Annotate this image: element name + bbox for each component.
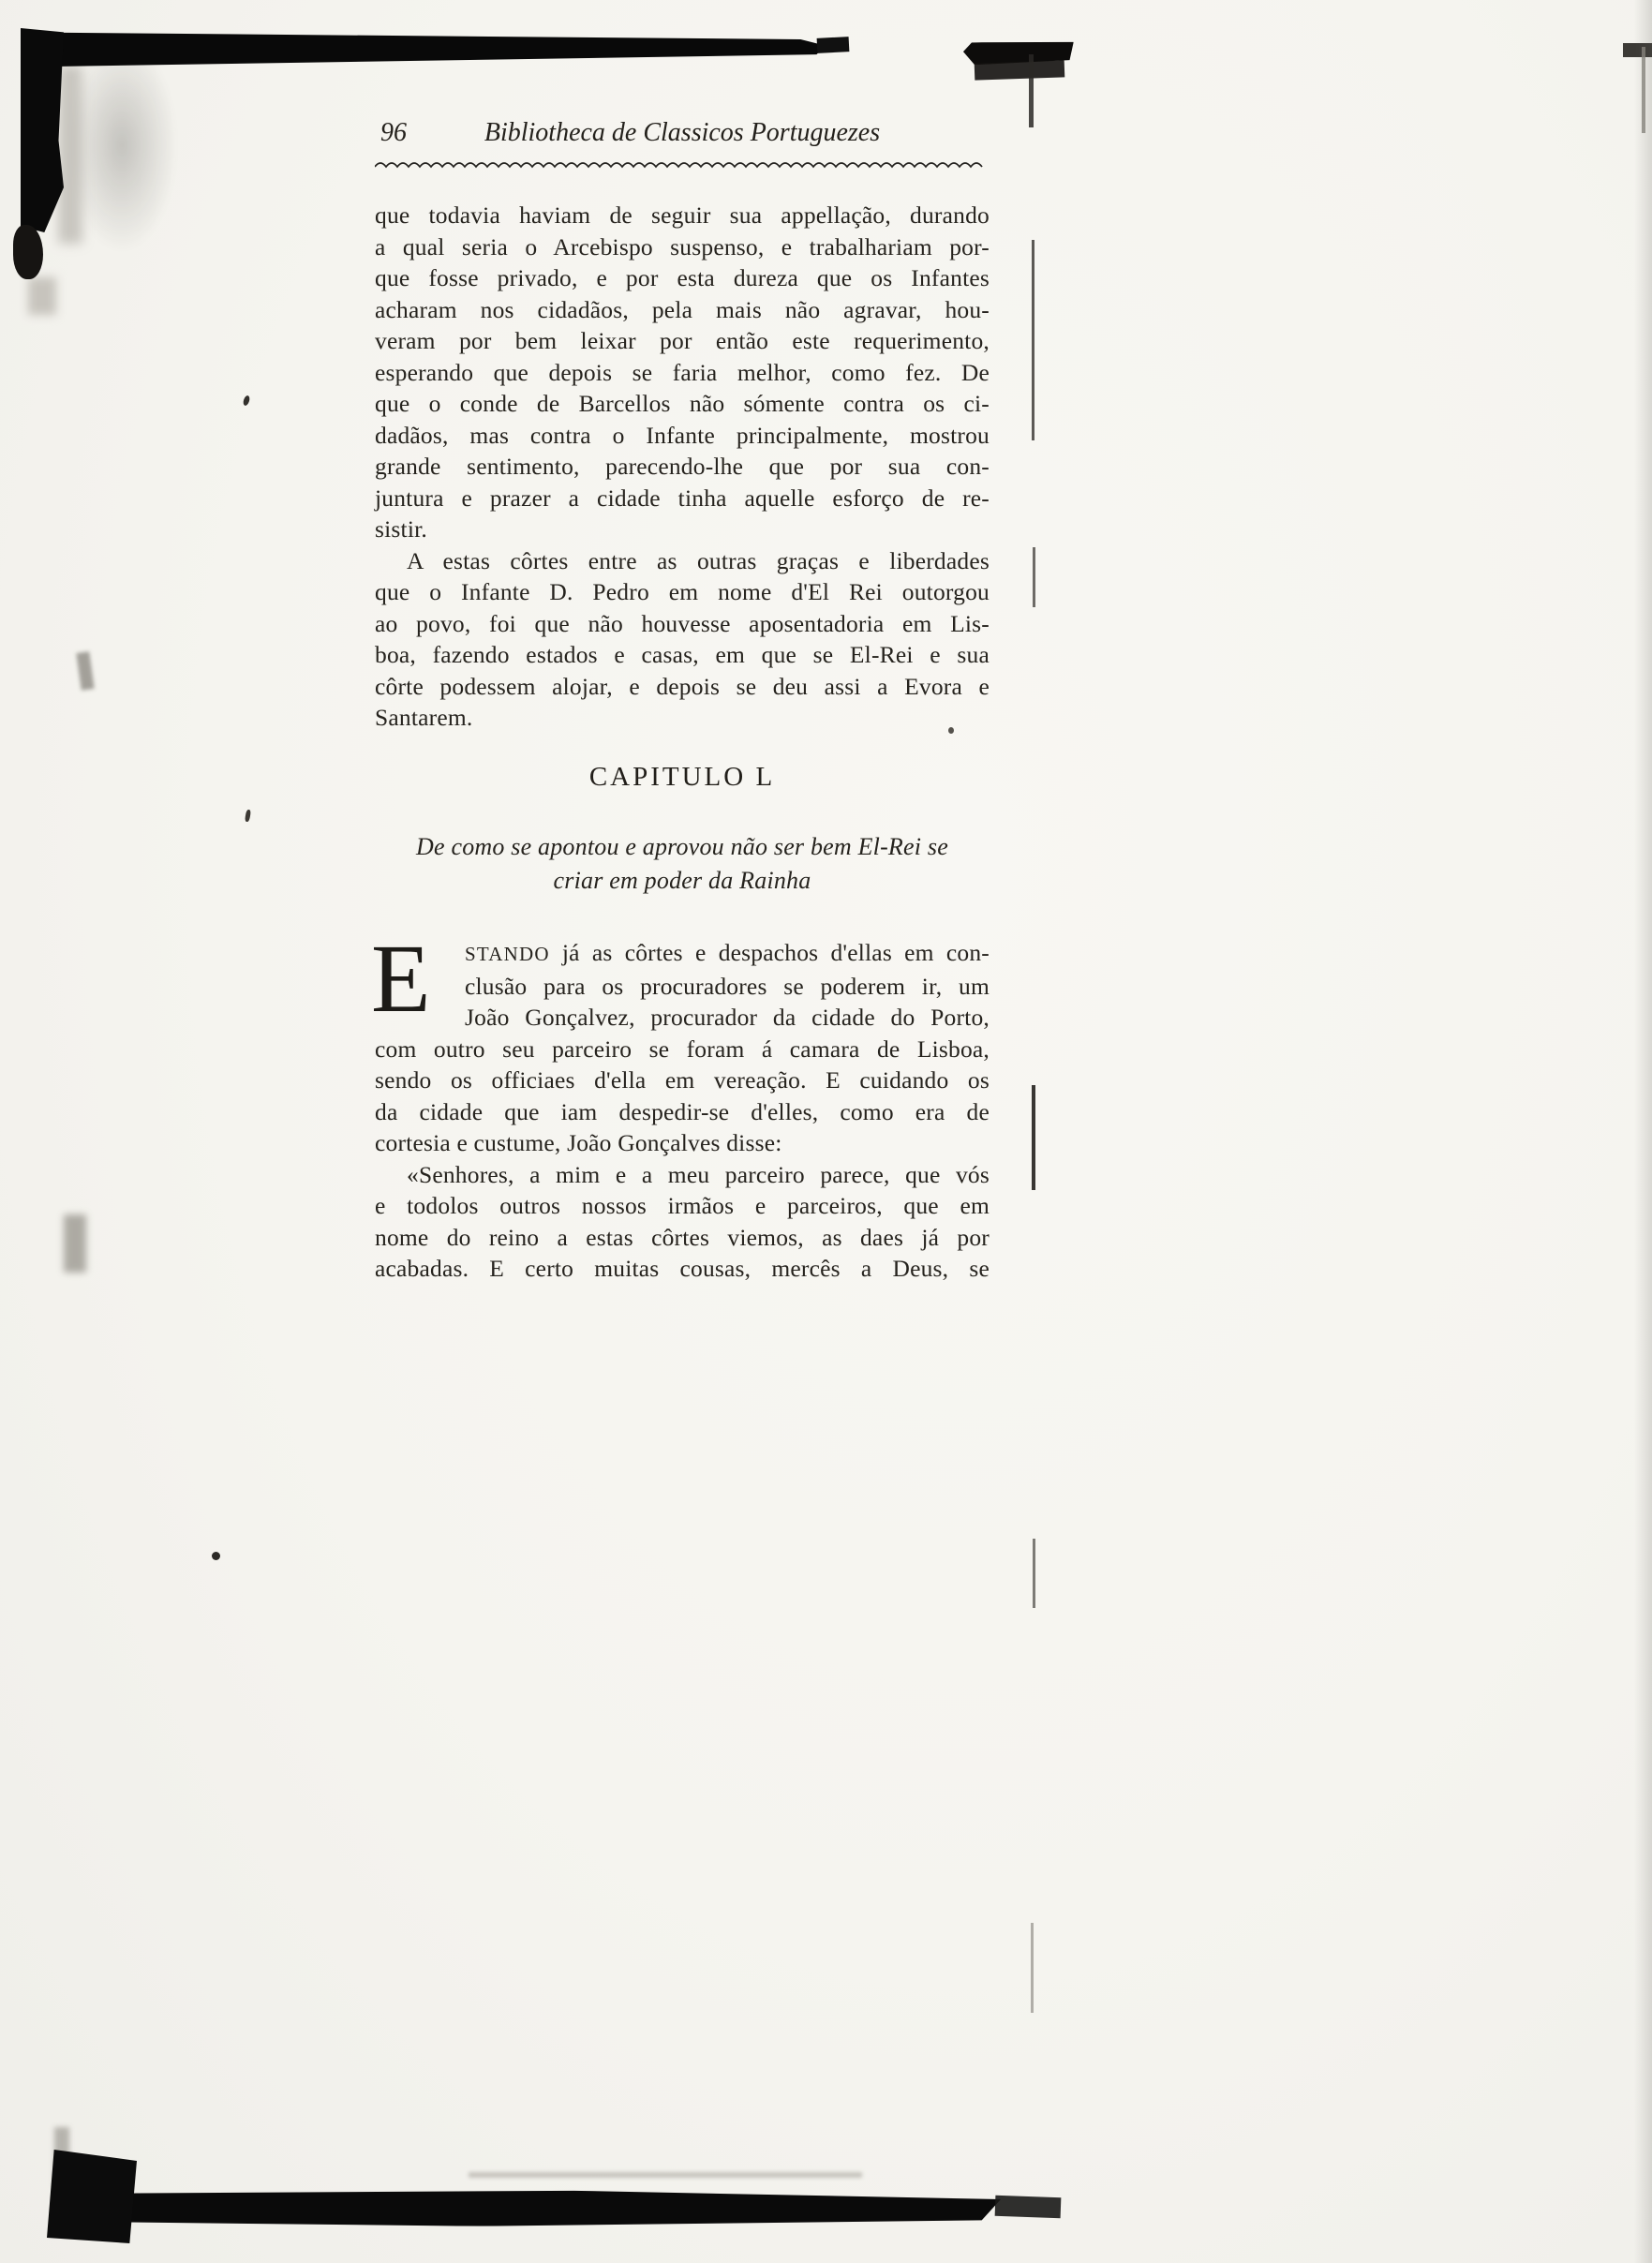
scan-speck-1: [242, 395, 250, 406]
text-line: que fosse privado, e por esta dureza que os Infantes: [375, 264, 990, 291]
text-line: que todavia haviam de seguir sua appellação, durando: [375, 201, 990, 229]
scan-line-right-2: [1033, 547, 1035, 607]
page-content: [371, 118, 990, 1285]
text-line: Santarem.: [375, 704, 473, 731]
text-line: dadãos, mas contra o Infante principalmente, mostrou: [375, 421, 990, 449]
scan-line-right-1: [1032, 240, 1034, 440]
text-line: da cidade que iam despedir-se d'elles, como era de: [375, 1097, 990, 1125]
chapter-heading: CAPITULO L: [588, 761, 776, 792]
text-line: que o conde de Barcellos não sómente contra os ci-: [375, 390, 990, 417]
text-line: a qual seria o Arcebispo suspenso, e trabalhariam por-: [375, 232, 990, 261]
text-line: acabadas. E certo muitas cousas, mercês a Deus, se: [375, 1255, 990, 1282]
chapter-subtitle: [375, 830, 990, 898]
page-number: 96: [380, 118, 407, 147]
scan-shade-right-edge: [1634, 0, 1652, 2263]
paragraph: [375, 200, 990, 545]
scan-mark-left-bar: [21, 28, 64, 232]
scan-smudge-left-mid-2: [64, 1214, 86, 1273]
scan-line-right-5: [1031, 1923, 1034, 2013]
text-line: que o Infante D. Pedro em nome d'El Rei outorgou: [375, 578, 990, 605]
text-line: «Senhores, a mim e a meu parceiro parece, que vós: [407, 1160, 990, 1188]
text-line: veram por bem leixar por então este requerimento,: [375, 327, 990, 354]
paragraph: [375, 1159, 990, 1285]
scan-mark-bottom-bar: [52, 2187, 1001, 2228]
scan-line-top-right: [1029, 54, 1034, 127]
text-line: cortesia e custume, João Gonçalves disse:: [375, 1129, 782, 1156]
scan-speck-3: [212, 1552, 220, 1560]
drop-cap-initial: E: [371, 925, 431, 1033]
text-line: A estas côrtes entre as outras graças e liberdades: [407, 546, 990, 574]
subtitle-line: criar em poder da Rainha: [553, 867, 811, 894]
header-title: Bibliotheca de Classicos Portuguezes: [484, 118, 881, 147]
text-line: boa, fazendo estados e casas, em que se El-Rei e sua: [375, 641, 990, 668]
scan-mark-bottom-bar-tail: [995, 2196, 1062, 2218]
running-header: [375, 118, 990, 157]
text-line: côrte podessem alojar, e depois se deu assi a Evora e: [375, 672, 990, 700]
text-line: acharam nos cidadãos, pela mais não agravar, hou-: [375, 295, 990, 323]
text-line: e todolos outros nossos irmãos e parceiros, que em: [375, 1192, 990, 1219]
text-line: sistir.: [375, 515, 427, 543]
scan-mark-top-bar: [26, 30, 825, 67]
paragraph: [371, 925, 990, 1159]
small-caps-word: STANDO: [465, 943, 550, 965]
text-line: STANDO já as côrtes e despachos d'ellas em con-: [465, 939, 990, 966]
text-line: clusão para os procuradores se poderem ir, um: [465, 972, 990, 1000]
wavy-underline: [375, 160, 984, 171]
scan-smudge-top-left-shade: [66, 37, 178, 253]
scan-smudge-left-below-bar: [28, 277, 56, 315]
scan-mark-left-blob: [13, 225, 43, 279]
scan-smudge-bottom-streak: [469, 2172, 862, 2178]
text-line: juntura e prazer a cidade tinha aquelle esforço de re-: [375, 484, 990, 512]
scan-line-right-4: [1033, 1539, 1035, 1608]
text-line: grande sentimento, parecendo-lhe que por sua con-: [375, 453, 990, 480]
scan-smudge-left-mid-1: [76, 651, 94, 691]
scan-mark-top-right-lower: [975, 60, 1065, 80]
paragraph: [375, 545, 990, 734]
text-line: João Gonçalvez, procurador da cidade do Porto,: [465, 1004, 990, 1031]
text-line: com outro seu parceiro se foram á camara de Lisboa,: [375, 1035, 990, 1063]
text-body: [371, 200, 990, 1285]
scan-mark-bottom-left-chunk: [47, 2150, 137, 2243]
text-line: ao povo, foi que não houvesse aposentadoria em Lis-: [375, 609, 990, 637]
scan-speck-2: [245, 810, 251, 823]
text-line: nome do reino a estas côrtes viemos, as daes já por: [375, 1223, 990, 1251]
text-line: esperando que depois se faria melhor, como fez. De: [375, 358, 990, 386]
text-line: sendo os officiaes d'ella em vereação. E cuidando os: [375, 1066, 990, 1094]
subtitle-line: De como se apontou e aprovou não ser bem El-Rei se: [416, 833, 948, 860]
scan-line-right-3: [1032, 1085, 1035, 1190]
scan-smudge-left-upper: [58, 66, 82, 244]
scan-mark-top-bar-tail: [817, 37, 850, 53]
